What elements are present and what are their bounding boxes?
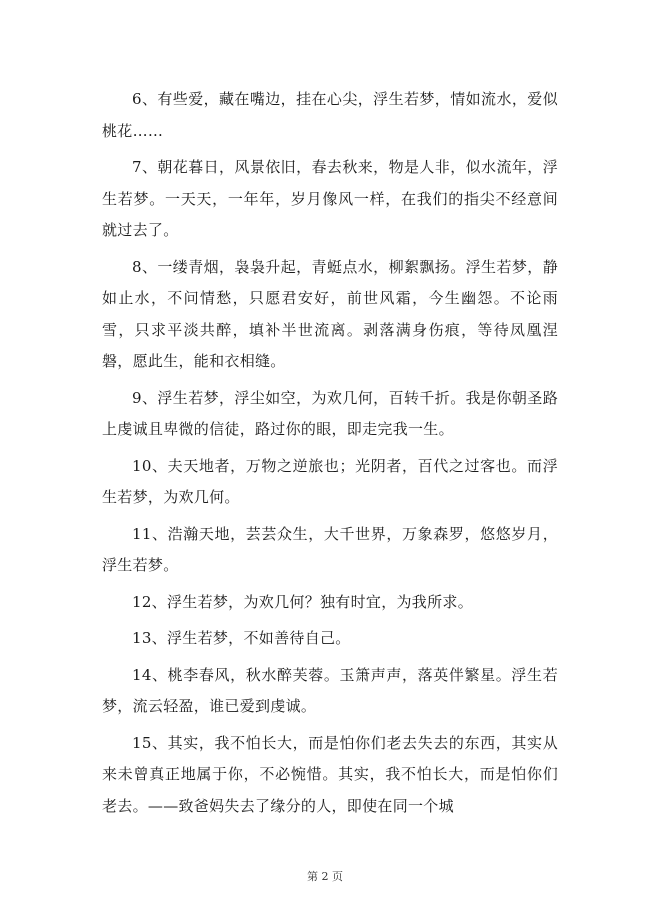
paragraph-12: 12、浮生若梦，为欢几何？独有时宜，为我所求。: [132, 592, 473, 611]
paragraph-14: 14、桃李春风，秋水醉芙蓉。玉箫声声，落英伴繁星。浮生若梦，流云轻盈，谁已爱到虔诚。: [102, 665, 558, 715]
paragraph-8: 8、一缕青烟，袅袅升起，青蜓点水，柳絮飘扬。浮生若梦，静如止水，不问情愁，只愿君安好，前世风霜，今生幽怨。不论雨雪，只求平淡共醉，填补半世流离。剥落满身伤痕，等待凤凰涅磐，愿此生，能和衣相缝。: [102, 257, 558, 370]
paragraph-10: 10、夫天地者，万物之逆旅也；光阴者，百代之过客也。而浮生若梦，为欢几何。: [102, 456, 558, 506]
paragraph-7: 7、朝花暮日，风景依旧，春去秋来，物是人非，似水流年，浮生若梦。一天天，一年年，岁月像风一样，在我们的指尖不经意间就过去了。: [102, 158, 558, 239]
paragraph-13: 13、浮生若梦，不如善待自己。: [132, 629, 351, 647]
page-number: 第 2 页: [307, 870, 343, 883]
paragraph-9: 9、浮生若梦，浮尘如空，为欢几何，百转千折。我是你朝圣路上虔诚且卑微的信徒，路过你的眼，即走完我一生。: [102, 388, 558, 438]
paragraph-6: 6、有些爱，藏在嘴边，挂在心尖，浮生若梦，情如流水，爱似桃花……: [102, 90, 558, 140]
document-body: [102, 84, 558, 827]
paragraph-11: 11、浩瀚天地，芸芸众生，大千世界，万象森罗，悠悠岁月，浮生若梦。: [102, 524, 558, 574]
paragraph-15: 15、其实，我不怕长大，而是怕你们老去失去的东西，其实从来未曾真正地属于你，不必惋惜。其实，我不怕长大，而是怕你们老去。——致爸妈失去了缘分的人，即使在同一个城: [102, 733, 558, 815]
